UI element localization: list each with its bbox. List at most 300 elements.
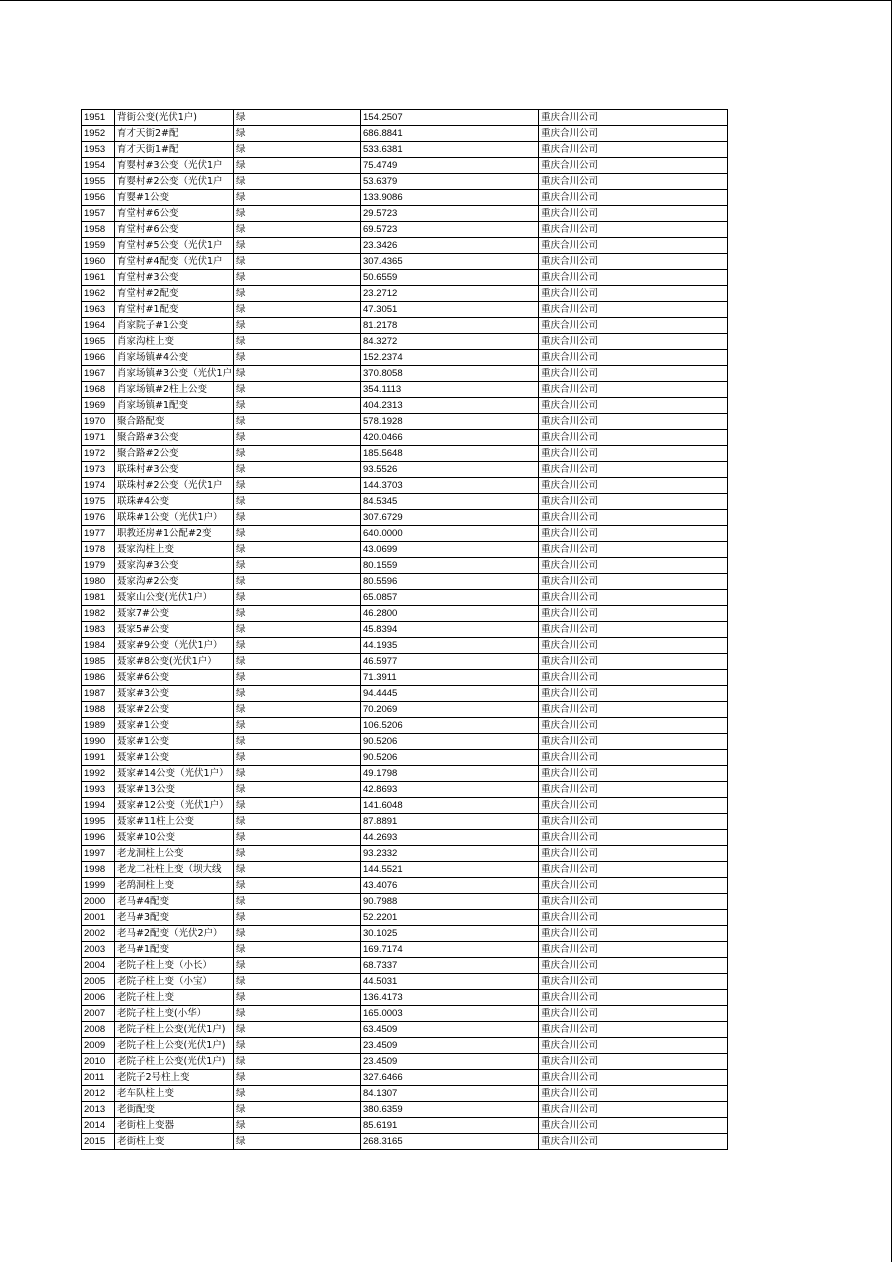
status-color-cell: 绿: [234, 862, 361, 878]
status-color-cell: 绿: [234, 382, 361, 398]
status-color-cell: 绿: [234, 942, 361, 958]
row-id-cell: 2005: [82, 974, 115, 990]
transformer-name-cell: 老龙洞柱上公变: [115, 846, 234, 862]
status-color-cell: 绿: [234, 958, 361, 974]
table-row: [82, 798, 728, 814]
row-id-cell: 2001: [82, 910, 115, 926]
table-row: [82, 622, 728, 638]
status-color-cell: 绿: [234, 590, 361, 606]
status-color-cell: 绿: [234, 1102, 361, 1118]
transformer-name-cell: 聂家#10公变: [115, 830, 234, 846]
status-color-cell: 绿: [234, 238, 361, 254]
value-cell: 404.2313: [361, 398, 539, 414]
company-cell: 重庆合川公司: [539, 446, 728, 462]
status-color-cell: 绿: [234, 1022, 361, 1038]
table-row: [82, 574, 728, 590]
status-color-cell: 绿: [234, 1118, 361, 1134]
row-id-cell: 1954: [82, 158, 115, 174]
transformer-name-cell: 聂家#6公变: [115, 670, 234, 686]
company-cell: 重庆合川公司: [539, 926, 728, 942]
transformer-name-cell: 聚合路#3公变: [115, 430, 234, 446]
status-color-cell: 绿: [234, 334, 361, 350]
status-color-cell: 绿: [234, 494, 361, 510]
row-id-cell: 1965: [82, 334, 115, 350]
table-row: [82, 286, 728, 302]
row-id-cell: 1972: [82, 446, 115, 462]
transformer-name-cell: 职教还房#1公配#2变: [115, 526, 234, 542]
row-id-cell: 2014: [82, 1118, 115, 1134]
value-cell: 42.8693: [361, 782, 539, 798]
status-color-cell: 绿: [234, 542, 361, 558]
value-cell: 50.6559: [361, 270, 539, 286]
row-id-cell: 1973: [82, 462, 115, 478]
value-cell: 69.5723: [361, 222, 539, 238]
status-color-cell: 绿: [234, 414, 361, 430]
status-color-cell: 绿: [234, 318, 361, 334]
transformer-name-cell: 聂家#14公变（光伏1户）: [115, 766, 234, 782]
company-cell: 重庆合川公司: [539, 1134, 728, 1150]
status-color-cell: 绿: [234, 798, 361, 814]
row-id-cell: 1996: [82, 830, 115, 846]
company-cell: 重庆合川公司: [539, 1086, 728, 1102]
table-row: [82, 510, 728, 526]
transformer-name-cell: 育堂村#1配变: [115, 302, 234, 318]
value-cell: 65.0857: [361, 590, 539, 606]
table-row: [82, 430, 728, 446]
transformer-name-cell: 育婴村#2公变（光伏1户: [115, 174, 234, 190]
company-cell: 重庆合川公司: [539, 622, 728, 638]
status-color-cell: 绿: [234, 766, 361, 782]
table-row: [82, 638, 728, 654]
status-color-cell: 绿: [234, 782, 361, 798]
table-row: [82, 958, 728, 974]
transformer-name-cell: 聚合路#2公变: [115, 446, 234, 462]
value-cell: 144.3703: [361, 478, 539, 494]
row-id-cell: 1958: [82, 222, 115, 238]
status-color-cell: 绿: [234, 462, 361, 478]
row-id-cell: 1966: [82, 350, 115, 366]
company-cell: 重庆合川公司: [539, 590, 728, 606]
transformer-name-cell: 育才天街2#配: [115, 126, 234, 142]
status-color-cell: 绿: [234, 366, 361, 382]
table-row: [82, 926, 728, 942]
company-cell: 重庆合川公司: [539, 270, 728, 286]
company-cell: 重庆合川公司: [539, 1038, 728, 1054]
row-id-cell: 1953: [82, 142, 115, 158]
value-cell: 533.6381: [361, 142, 539, 158]
value-cell: 87.8891: [361, 814, 539, 830]
status-color-cell: 绿: [234, 206, 361, 222]
value-cell: 93.5526: [361, 462, 539, 478]
value-cell: 23.2712: [361, 286, 539, 302]
value-cell: 80.1559: [361, 558, 539, 574]
value-cell: 93.2332: [361, 846, 539, 862]
table-row: [82, 974, 728, 990]
company-cell: 重庆合川公司: [539, 718, 728, 734]
transformer-name-cell: 聂家#2公变: [115, 702, 234, 718]
transformer-name-cell: 老街柱上变器: [115, 1118, 234, 1134]
status-color-cell: 绿: [234, 254, 361, 270]
company-cell: 重庆合川公司: [539, 238, 728, 254]
value-cell: 380.6359: [361, 1102, 539, 1118]
value-cell: 75.4749: [361, 158, 539, 174]
transformer-name-cell: 老院子柱上变: [115, 990, 234, 1006]
row-id-cell: 2003: [82, 942, 115, 958]
transformer-name-cell: 老马#4配变: [115, 894, 234, 910]
table-row: [82, 766, 728, 782]
row-id-cell: 1983: [82, 622, 115, 638]
row-id-cell: 2007: [82, 1006, 115, 1022]
value-cell: 578.1928: [361, 414, 539, 430]
transformer-name-cell: 老院子柱上变（小宝）: [115, 974, 234, 990]
value-cell: 90.5206: [361, 734, 539, 750]
value-cell: 70.2069: [361, 702, 539, 718]
table-row: [82, 382, 728, 398]
transformer-name-cell: 聂家#8公变(光伏1户）: [115, 654, 234, 670]
row-id-cell: 1976: [82, 510, 115, 526]
status-color-cell: 绿: [234, 718, 361, 734]
status-color-cell: 绿: [234, 910, 361, 926]
table-row: [82, 158, 728, 174]
status-color-cell: 绿: [234, 894, 361, 910]
table-row: [82, 350, 728, 366]
row-id-cell: 1952: [82, 126, 115, 142]
row-id-cell: 1992: [82, 766, 115, 782]
company-cell: 重庆合川公司: [539, 638, 728, 654]
transformer-name-cell: 育堂村#4配变（光伏1户: [115, 254, 234, 270]
company-cell: 重庆合川公司: [539, 302, 728, 318]
status-color-cell: 绿: [234, 606, 361, 622]
row-id-cell: 1982: [82, 606, 115, 622]
company-cell: 重庆合川公司: [539, 110, 728, 126]
transformer-name-cell: 聂家#12公变（光伏1户）: [115, 798, 234, 814]
table-row: [82, 894, 728, 910]
transformer-name-cell: 聂家#1公变: [115, 750, 234, 766]
company-cell: 重庆合川公司: [539, 702, 728, 718]
table-row: [82, 526, 728, 542]
value-cell: 94.4445: [361, 686, 539, 702]
table-row: [82, 1006, 728, 1022]
status-color-cell: 绿: [234, 622, 361, 638]
company-cell: 重庆合川公司: [539, 222, 728, 238]
value-cell: 81.2178: [361, 318, 539, 334]
status-color-cell: 绿: [234, 1070, 361, 1086]
row-id-cell: 1957: [82, 206, 115, 222]
table-row: [82, 142, 728, 158]
table-row: [82, 414, 728, 430]
status-color-cell: 绿: [234, 990, 361, 1006]
table-row: [82, 398, 728, 414]
transformer-name-cell: 聂家7#公变: [115, 606, 234, 622]
status-color-cell: 绿: [234, 750, 361, 766]
table-row: [82, 782, 728, 798]
table-row: [82, 302, 728, 318]
value-cell: 268.3165: [361, 1134, 539, 1150]
table-row: [82, 670, 728, 686]
transformer-name-cell: 老鸹洞柱上变: [115, 878, 234, 894]
row-id-cell: 2011: [82, 1070, 115, 1086]
value-cell: 307.6729: [361, 510, 539, 526]
table-row: [82, 1038, 728, 1054]
transformer-name-cell: 老马#3配变: [115, 910, 234, 926]
status-color-cell: 绿: [234, 446, 361, 462]
value-cell: 165.0003: [361, 1006, 539, 1022]
transformer-name-cell: 聂家沟柱上变: [115, 542, 234, 558]
status-color-cell: 绿: [234, 734, 361, 750]
row-id-cell: 2004: [82, 958, 115, 974]
company-cell: 重庆合川公司: [539, 686, 728, 702]
transformer-name-cell: 老车队柱上变: [115, 1086, 234, 1102]
row-id-cell: 1991: [82, 750, 115, 766]
row-id-cell: 2008: [82, 1022, 115, 1038]
company-cell: 重庆合川公司: [539, 1006, 728, 1022]
transformer-name-cell: 背街公变(光伏1户): [115, 110, 234, 126]
status-color-cell: 绿: [234, 654, 361, 670]
table-row: [82, 366, 728, 382]
value-cell: 106.5206: [361, 718, 539, 734]
value-cell: 136.4173: [361, 990, 539, 1006]
company-cell: 重庆合川公司: [539, 1070, 728, 1086]
transformer-name-cell: 老院子柱上变（小长）: [115, 958, 234, 974]
transformer-name-cell: 肖家场镇#4公变: [115, 350, 234, 366]
value-cell: 85.6191: [361, 1118, 539, 1134]
table-row: [82, 734, 728, 750]
company-cell: 重庆合川公司: [539, 862, 728, 878]
status-color-cell: 绿: [234, 126, 361, 142]
table-row: [82, 942, 728, 958]
transformer-name-cell: 老龙二社柱上变（坝大线: [115, 862, 234, 878]
value-cell: 169.7174: [361, 942, 539, 958]
company-cell: 重庆合川公司: [539, 1118, 728, 1134]
status-color-cell: 绿: [234, 158, 361, 174]
transformer-name-cell: 联珠村#2公变（光伏1户: [115, 478, 234, 494]
status-color-cell: 绿: [234, 222, 361, 238]
value-cell: 327.6466: [361, 1070, 539, 1086]
value-cell: 154.2507: [361, 110, 539, 126]
company-cell: 重庆合川公司: [539, 910, 728, 926]
table-row: [82, 270, 728, 286]
table-row: [82, 702, 728, 718]
transformer-name-cell: 聂家山公变(光伏1户）: [115, 590, 234, 606]
row-id-cell: 2013: [82, 1102, 115, 1118]
value-cell: 23.4509: [361, 1038, 539, 1054]
status-color-cell: 绿: [234, 526, 361, 542]
value-cell: 30.1025: [361, 926, 539, 942]
company-cell: 重庆合川公司: [539, 334, 728, 350]
row-id-cell: 2006: [82, 990, 115, 1006]
data-table: [81, 109, 728, 1150]
value-cell: 71.3911: [361, 670, 539, 686]
status-color-cell: 绿: [234, 478, 361, 494]
row-id-cell: 1985: [82, 654, 115, 670]
table-row: [82, 446, 728, 462]
transformer-name-cell: 聂家#13公变: [115, 782, 234, 798]
value-cell: 23.4509: [361, 1054, 539, 1070]
company-cell: 重庆合川公司: [539, 942, 728, 958]
transformer-name-cell: 老院子柱上公变(光伏1户): [115, 1022, 234, 1038]
status-color-cell: 绿: [234, 686, 361, 702]
company-cell: 重庆合川公司: [539, 494, 728, 510]
company-cell: 重庆合川公司: [539, 414, 728, 430]
table-row: [82, 1070, 728, 1086]
company-cell: 重庆合川公司: [539, 542, 728, 558]
table-row: [82, 590, 728, 606]
page-top-border: [0, 0, 892, 1]
table-row: [82, 222, 728, 238]
transformer-name-cell: 老马#1配变: [115, 942, 234, 958]
value-cell: 53.6379: [361, 174, 539, 190]
status-color-cell: 绿: [234, 190, 361, 206]
table-row: [82, 318, 728, 334]
transformer-name-cell: 聂家#1公变: [115, 734, 234, 750]
status-color-cell: 绿: [234, 830, 361, 846]
status-color-cell: 绿: [234, 702, 361, 718]
row-id-cell: 1998: [82, 862, 115, 878]
company-cell: 重庆合川公司: [539, 734, 728, 750]
table-row: [82, 686, 728, 702]
value-cell: 45.8394: [361, 622, 539, 638]
company-cell: 重庆合川公司: [539, 254, 728, 270]
value-cell: 420.0466: [361, 430, 539, 446]
status-color-cell: 绿: [234, 670, 361, 686]
company-cell: 重庆合川公司: [539, 430, 728, 446]
table-row: [82, 478, 728, 494]
table-row: [82, 190, 728, 206]
row-id-cell: 1999: [82, 878, 115, 894]
transformer-name-cell: 聂家#3公变: [115, 686, 234, 702]
transformer-name-cell: 老街柱上变: [115, 1134, 234, 1150]
status-color-cell: 绿: [234, 430, 361, 446]
status-color-cell: 绿: [234, 510, 361, 526]
company-cell: 重庆合川公司: [539, 206, 728, 222]
table-row: [82, 878, 728, 894]
value-cell: 43.0699: [361, 542, 539, 558]
row-id-cell: 1997: [82, 846, 115, 862]
company-cell: 重庆合川公司: [539, 462, 728, 478]
transformer-name-cell: 老马#2配变（光伏2户）: [115, 926, 234, 942]
table-row: [82, 110, 728, 126]
value-cell: 23.3426: [361, 238, 539, 254]
row-id-cell: 2009: [82, 1038, 115, 1054]
value-cell: 47.3051: [361, 302, 539, 318]
row-id-cell: 1981: [82, 590, 115, 606]
row-id-cell: 1995: [82, 814, 115, 830]
transformer-name-cell: 聂家#11柱上公变: [115, 814, 234, 830]
company-cell: 重庆合川公司: [539, 750, 728, 766]
status-color-cell: 绿: [234, 1134, 361, 1150]
company-cell: 重庆合川公司: [539, 286, 728, 302]
table-row: [82, 1054, 728, 1070]
company-cell: 重庆合川公司: [539, 782, 728, 798]
value-cell: 84.1307: [361, 1086, 539, 1102]
value-cell: 90.5206: [361, 750, 539, 766]
company-cell: 重庆合川公司: [539, 958, 728, 974]
transformer-name-cell: 育堂村#2配变: [115, 286, 234, 302]
transformer-name-cell: 肖家沟柱上变: [115, 334, 234, 350]
transformer-name-cell: 聂家#1公变: [115, 718, 234, 734]
row-id-cell: 1975: [82, 494, 115, 510]
company-cell: 重庆合川公司: [539, 1022, 728, 1038]
transformer-name-cell: 老院子2号柱上变: [115, 1070, 234, 1086]
transformer-name-cell: 肖家院子#1公变: [115, 318, 234, 334]
company-cell: 重庆合川公司: [539, 670, 728, 686]
company-cell: 重庆合川公司: [539, 894, 728, 910]
company-cell: 重庆合川公司: [539, 350, 728, 366]
company-cell: 重庆合川公司: [539, 846, 728, 862]
row-id-cell: 1993: [82, 782, 115, 798]
table-row: [82, 206, 728, 222]
company-cell: 重庆合川公司: [539, 382, 728, 398]
row-id-cell: 1961: [82, 270, 115, 286]
row-id-cell: 1984: [82, 638, 115, 654]
status-color-cell: 绿: [234, 846, 361, 862]
row-id-cell: 1963: [82, 302, 115, 318]
row-id-cell: 1974: [82, 478, 115, 494]
company-cell: 重庆合川公司: [539, 318, 728, 334]
company-cell: 重庆合川公司: [539, 574, 728, 590]
status-color-cell: 绿: [234, 638, 361, 654]
status-color-cell: 绿: [234, 926, 361, 942]
value-cell: 68.7337: [361, 958, 539, 974]
table-row: [82, 654, 728, 670]
row-id-cell: 1951: [82, 110, 115, 126]
company-cell: 重庆合川公司: [539, 126, 728, 142]
row-id-cell: 2012: [82, 1086, 115, 1102]
company-cell: 重庆合川公司: [539, 158, 728, 174]
table-row: [82, 1134, 728, 1150]
transformer-name-cell: 联珠村#3公变: [115, 462, 234, 478]
value-cell: 640.0000: [361, 526, 539, 542]
row-id-cell: 1967: [82, 366, 115, 382]
table-row: [82, 542, 728, 558]
transformer-name-cell: 老院子柱上变(小华）: [115, 1006, 234, 1022]
row-id-cell: 1956: [82, 190, 115, 206]
transformer-name-cell: 聚合路配变: [115, 414, 234, 430]
value-cell: 141.6048: [361, 798, 539, 814]
transformer-name-cell: 聂家5#公变: [115, 622, 234, 638]
value-cell: 84.3272: [361, 334, 539, 350]
company-cell: 重庆合川公司: [539, 766, 728, 782]
table-row: [82, 238, 728, 254]
row-id-cell: 1979: [82, 558, 115, 574]
table-row: [82, 462, 728, 478]
row-id-cell: 1994: [82, 798, 115, 814]
status-color-cell: 绿: [234, 110, 361, 126]
table-row: [82, 494, 728, 510]
transformer-name-cell: 聂家#9公变（光伏1户）: [115, 638, 234, 654]
transformer-name-cell: 育堂村#3公变: [115, 270, 234, 286]
row-id-cell: 2002: [82, 926, 115, 942]
transformer-name-cell: 聂家沟#2公变: [115, 574, 234, 590]
company-cell: 重庆合川公司: [539, 526, 728, 542]
transformer-name-cell: 老院子柱上公变(光伏1户): [115, 1054, 234, 1070]
status-color-cell: 绿: [234, 878, 361, 894]
transformer-name-cell: 育堂村#6公变: [115, 222, 234, 238]
row-id-cell: 1989: [82, 718, 115, 734]
transformer-name-cell: 联珠#4公变: [115, 494, 234, 510]
company-cell: 重庆合川公司: [539, 510, 728, 526]
value-cell: 354.1113: [361, 382, 539, 398]
value-cell: 370.8058: [361, 366, 539, 382]
table-row: [82, 862, 728, 878]
table-row: [82, 174, 728, 190]
value-cell: 44.2693: [361, 830, 539, 846]
transformer-name-cell: 老院子柱上公变(光伏1户): [115, 1038, 234, 1054]
company-cell: 重庆合川公司: [539, 398, 728, 414]
value-cell: 152.2374: [361, 350, 539, 366]
status-color-cell: 绿: [234, 1054, 361, 1070]
value-cell: 46.2800: [361, 606, 539, 622]
